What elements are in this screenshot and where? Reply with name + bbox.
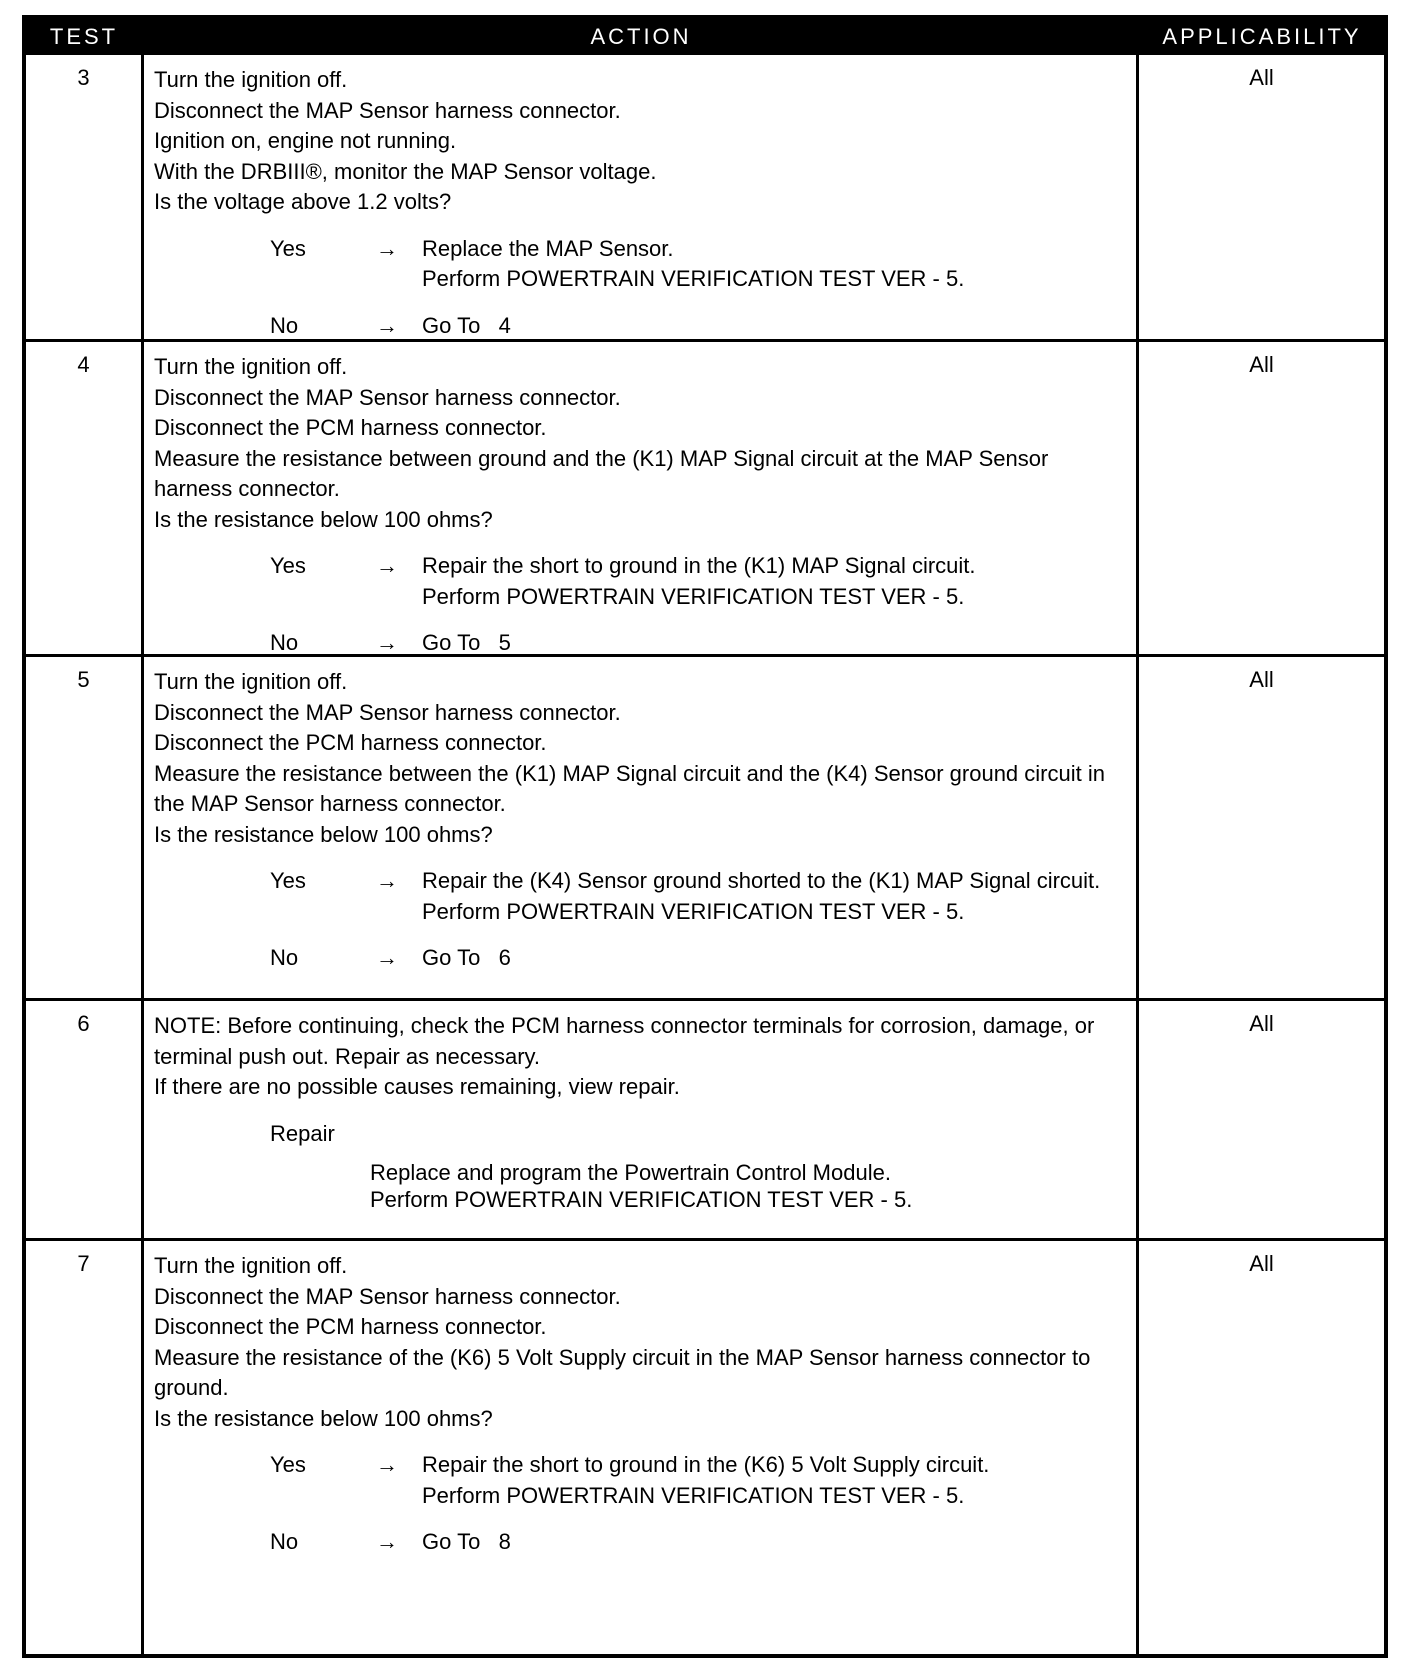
yes-line: Perform POWERTRAIN VERIFICATION TEST VER - 5. bbox=[422, 1482, 965, 1508]
no-result: Go To 8 bbox=[422, 1529, 511, 1554]
test-number: 7 bbox=[26, 1241, 144, 1654]
test-number: 5 bbox=[26, 657, 144, 998]
no-label: No bbox=[270, 1529, 299, 1554]
step: Ignition on, engine not running. bbox=[154, 128, 457, 153]
header-action: ACTION bbox=[590, 24, 692, 49]
step: Disconnect the MAP Sensor harness connector. bbox=[154, 1283, 621, 1309]
arrow-icon: → bbox=[376, 868, 398, 893]
step: Disconnect the MAP Sensor harness connector. bbox=[154, 97, 621, 123]
yes-line: Perform POWERTRAIN VERIFICATION TEST VER - 5. bbox=[422, 583, 965, 609]
yes-result bbox=[422, 234, 1128, 295]
yes-result bbox=[422, 866, 1128, 927]
step: Disconnect the MAP Sensor harness connector. bbox=[154, 699, 621, 725]
action-cell bbox=[144, 657, 1139, 998]
action-cell bbox=[144, 1241, 1139, 1654]
action-cell bbox=[144, 55, 1139, 339]
yes-line: Repair the short to ground in the (K6) 5 Volt Supply circuit. bbox=[422, 1452, 990, 1477]
no-label: No bbox=[270, 312, 299, 338]
test-number: 4 bbox=[26, 342, 144, 654]
repair-line: Perform POWERTRAIN VERIFICATION TEST VER - 5. bbox=[370, 1187, 913, 1212]
arrow-icon: → bbox=[376, 630, 398, 655]
arrow-icon: → bbox=[376, 553, 398, 578]
step: Disconnect the PCM harness connector. bbox=[154, 730, 547, 755]
yes-branch bbox=[270, 551, 1128, 612]
step: Turn the ignition off. bbox=[154, 1253, 348, 1278]
action-cell bbox=[144, 342, 1139, 654]
yes-label: Yes bbox=[270, 868, 306, 893]
no-label: No bbox=[270, 630, 299, 655]
test-number: 3 bbox=[26, 55, 144, 339]
applicability-cell: All bbox=[1249, 352, 1274, 377]
no-label: No bbox=[270, 945, 299, 970]
yes-result bbox=[422, 1450, 1128, 1511]
applicability-cell: All bbox=[1249, 65, 1274, 90]
step: Measure the resistance of the (K6) 5 Volt Supply circuit in the MAP Sensor harness connector to ground. bbox=[154, 1344, 1097, 1400]
yes-result bbox=[422, 551, 1128, 612]
yes-line: Replace the MAP Sensor. bbox=[422, 235, 674, 261]
step: Is the resistance below 100 ohms? bbox=[154, 1405, 493, 1431]
note: NOTE: Before continuing, check the PCM harness connector terminals for corrosion, damage, or terminal push out. Repair as necessary. bbox=[154, 1013, 1101, 1069]
step: Turn the ignition off. bbox=[154, 669, 348, 694]
yes-line: Perform POWERTRAIN VERIFICATION TEST VER - 5. bbox=[422, 266, 965, 291]
step: Is the voltage above 1.2 volts? bbox=[154, 189, 452, 214]
no-result: Go To 4 bbox=[422, 312, 511, 338]
step: Is the resistance below 100 ohms? bbox=[154, 506, 493, 532]
applicability-cell: All bbox=[1249, 1011, 1274, 1036]
test-row-4 bbox=[26, 342, 1384, 657]
step: Disconnect the PCM harness connector. bbox=[154, 1314, 547, 1339]
yes-line: Repair the short to ground in the (K1) MAP Signal circuit. bbox=[422, 553, 976, 578]
no-result: Go To 5 bbox=[422, 630, 511, 655]
arrow-icon: → bbox=[376, 1452, 398, 1477]
step: If there are no possible causes remaining, view repair. bbox=[154, 1074, 680, 1099]
no-branch bbox=[270, 628, 1128, 659]
yes-label: Yes bbox=[270, 235, 306, 261]
yes-label: Yes bbox=[270, 1452, 306, 1477]
yes-branch bbox=[270, 234, 1128, 295]
no-result: Go To 6 bbox=[422, 945, 511, 970]
arrow-icon: → bbox=[376, 945, 398, 970]
arrow-icon: → bbox=[376, 1529, 398, 1554]
step: With the DRBIII®, monitor the MAP Sensor voltage. bbox=[154, 158, 657, 184]
test-row-7 bbox=[26, 1241, 1384, 1654]
applicability-cell: All bbox=[1249, 667, 1274, 692]
action-cell bbox=[144, 1001, 1139, 1238]
diagnostic-table bbox=[22, 15, 1388, 1658]
yes-branch bbox=[270, 866, 1128, 927]
no-branch bbox=[270, 311, 1128, 342]
step: Is the resistance below 100 ohms? bbox=[154, 821, 493, 847]
test-number: 6 bbox=[26, 1001, 144, 1238]
table-header bbox=[26, 19, 1384, 55]
test-row-5 bbox=[26, 657, 1384, 1001]
arrow-icon: → bbox=[376, 235, 398, 261]
step: Measure the resistance between ground and the (K1) MAP Signal circuit at the MAP Sensor harness connector. bbox=[154, 445, 1055, 501]
step: Measure the resistance between the (K1) MAP Signal circuit and the (K4) Sensor ground circuit in the MAP Sensor harness connector. bbox=[154, 760, 1112, 816]
repair-label: Repair bbox=[270, 1120, 335, 1146]
arrow-icon: → bbox=[376, 312, 398, 338]
step: Disconnect the PCM harness connector. bbox=[154, 415, 547, 440]
step: Turn the ignition off. bbox=[154, 354, 348, 379]
header-applicability: APPLICABILITY bbox=[1162, 24, 1362, 49]
test-row-3 bbox=[26, 55, 1384, 342]
yes-label: Yes bbox=[270, 553, 306, 578]
yes-line: Perform POWERTRAIN VERIFICATION TEST VER - 5. bbox=[422, 898, 965, 924]
applicability-cell: All bbox=[1249, 1251, 1274, 1276]
no-branch bbox=[270, 943, 1128, 974]
repair-text bbox=[370, 1159, 1128, 1213]
yes-line: Repair the (K4) Sensor ground shorted to the (K1) MAP Signal circuit. bbox=[422, 868, 1101, 893]
yes-branch bbox=[270, 1450, 1128, 1511]
no-branch bbox=[270, 1527, 1128, 1558]
step: Turn the ignition off. bbox=[154, 67, 348, 92]
header-test: TEST bbox=[49, 24, 119, 49]
test-row-6 bbox=[26, 1001, 1384, 1241]
step: Disconnect the MAP Sensor harness connector. bbox=[154, 384, 621, 410]
repair-line: Replace and program the Powertrain Control Module. bbox=[370, 1160, 891, 1185]
